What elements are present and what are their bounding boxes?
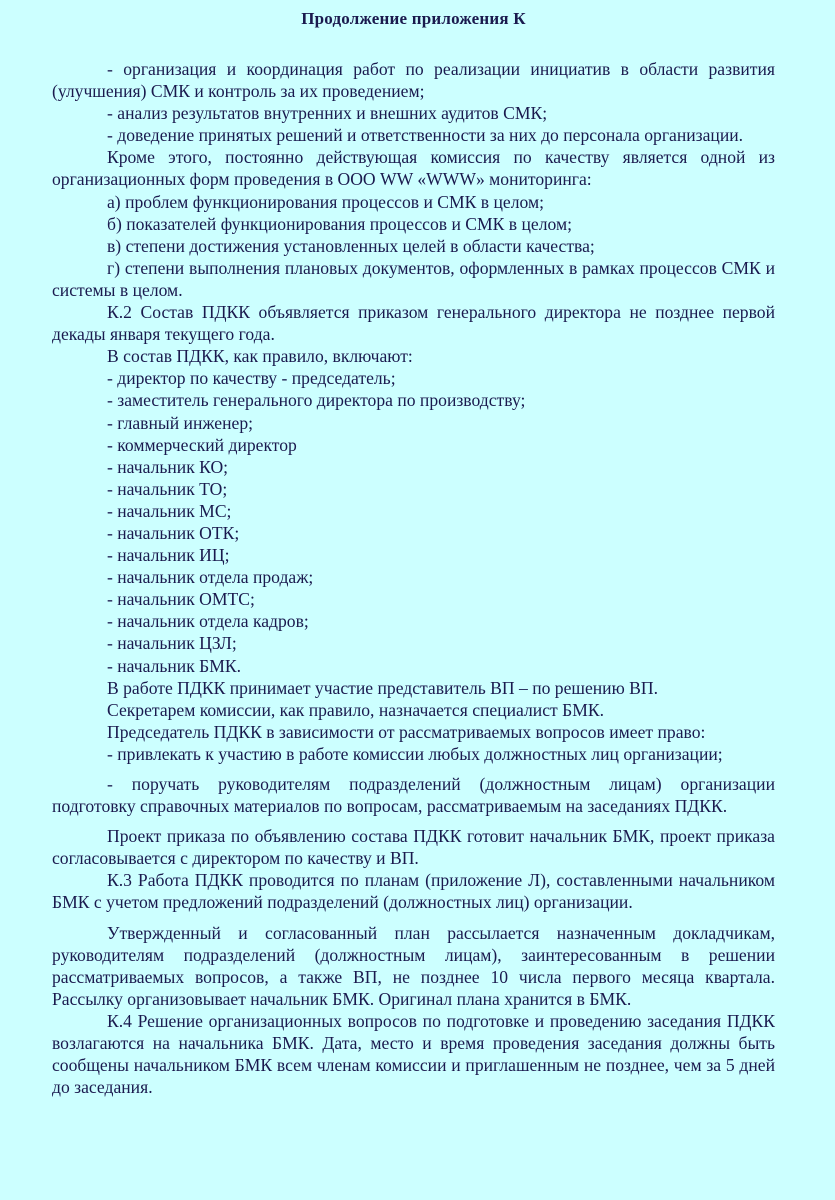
paragraph: Секретарем комиссии, как правило, назначается специалист БМК. [107,699,604,720]
list-item: - начальник отдела кадров; [107,611,309,632]
paragraph: К.4 Решение организационных вопросов по подготовке и проведению заседания ПДКК возлагаются на начальника БМК. Дата, место и время проведения заседания должны быть сообщены начальником БМК всем членам комиссии и приглашенным не позднее, чем за 5 дней до заседания. [52,1010,775,1098]
paragraph: - организация и координация работ по реализации инициатив в области развития (улучшения) СМК и контроль за их проведением; [52,59,775,102]
list-item: - главный инженер; [107,412,253,433]
paragraph: в) степени достижения установленных целей в области качества; [107,235,595,256]
paragraph: - анализ результатов внутренних и внешних аудитов СМК; [107,103,548,124]
paragraph: г) степени выполнения плановых документов, оформленных в рамках процессов СМК и системы в целом. [52,257,775,300]
paragraph: Проект приказа по объявлению состава ПДКК готовит начальник БМК, проект приказа согласовывается с директором по качеству и ВП. [52,826,775,869]
paragraph: К.2 Состав ПДКК объявляется приказом генерального директора не позднее первой декады января текущего года. [52,302,775,345]
paragraph: - привлекать к участию в работе комиссии любых должностных лиц организации; [107,743,723,764]
paragraph: В работе ПДКК принимает участие представитель ВП – по решению ВП. [107,677,658,698]
list-item: - начальник КО; [107,456,229,477]
paragraph: Кроме этого, постоянно действующая комиссия по качеству является одной из организационных форм проведения в ООО WW «WWW» мониторинга: [52,147,775,190]
list-item: - начальник БМК. [107,655,242,676]
paragraph: б) показателей функционирования процессов и СМК в целом; [107,213,573,234]
paragraph: а) проблем функционирования процессов и СМК в целом; [107,191,544,212]
page-title: Продолжение приложения К [301,9,526,28]
list-item: - директор по качеству - председатель; [107,368,396,389]
paragraph: К.3 Работа ПДКК проводится по планам (приложение Л), составленными начальником БМК с учетом предложений подразделений (должностных лиц) организации. [52,870,775,913]
list-item: - начальник отдела продаж; [107,567,314,588]
paragraph: - поручать руководителям подразделений (должностным лицам) организации подготовку справочных материалов по вопросам, рассматриваемым на заседаниях ПДКК. [52,774,775,817]
paragraph: - доведение принятых решений и ответственности за них до персонала организации. [107,125,744,146]
list-item: - начальник ОТК; [107,522,240,543]
paragraph: Утвержденный и согласованный план рассылается назначенным докладчикам, руководителям подразделений (должностным лицам), заинтересованным в решении рассматриваемых вопросов, а также ВП, не позднее 10 числа первого месяца квартала. Рассылку организовывает начальник БМК. Оригинал плана хранится в БМК. [52,922,775,1009]
list-item: - начальник ЦЗЛ; [107,633,237,654]
list-item: - начальник МС; [107,500,232,521]
list-item: - начальник ТО; [107,478,228,499]
list-item: - заместитель генерального директора по производству; [107,390,526,411]
list-item: - начальник ИЦ; [107,545,230,566]
paragraph: В состав ПДКК, как правило, включают: [107,346,413,367]
paragraph: Председатель ПДКК в зависимости от рассматриваемых вопросов имеет право: [107,721,706,742]
document-body [52,58,775,1098]
list-item: - начальник ОМТС; [107,589,255,610]
list-item: - коммерческий директор [107,434,297,455]
